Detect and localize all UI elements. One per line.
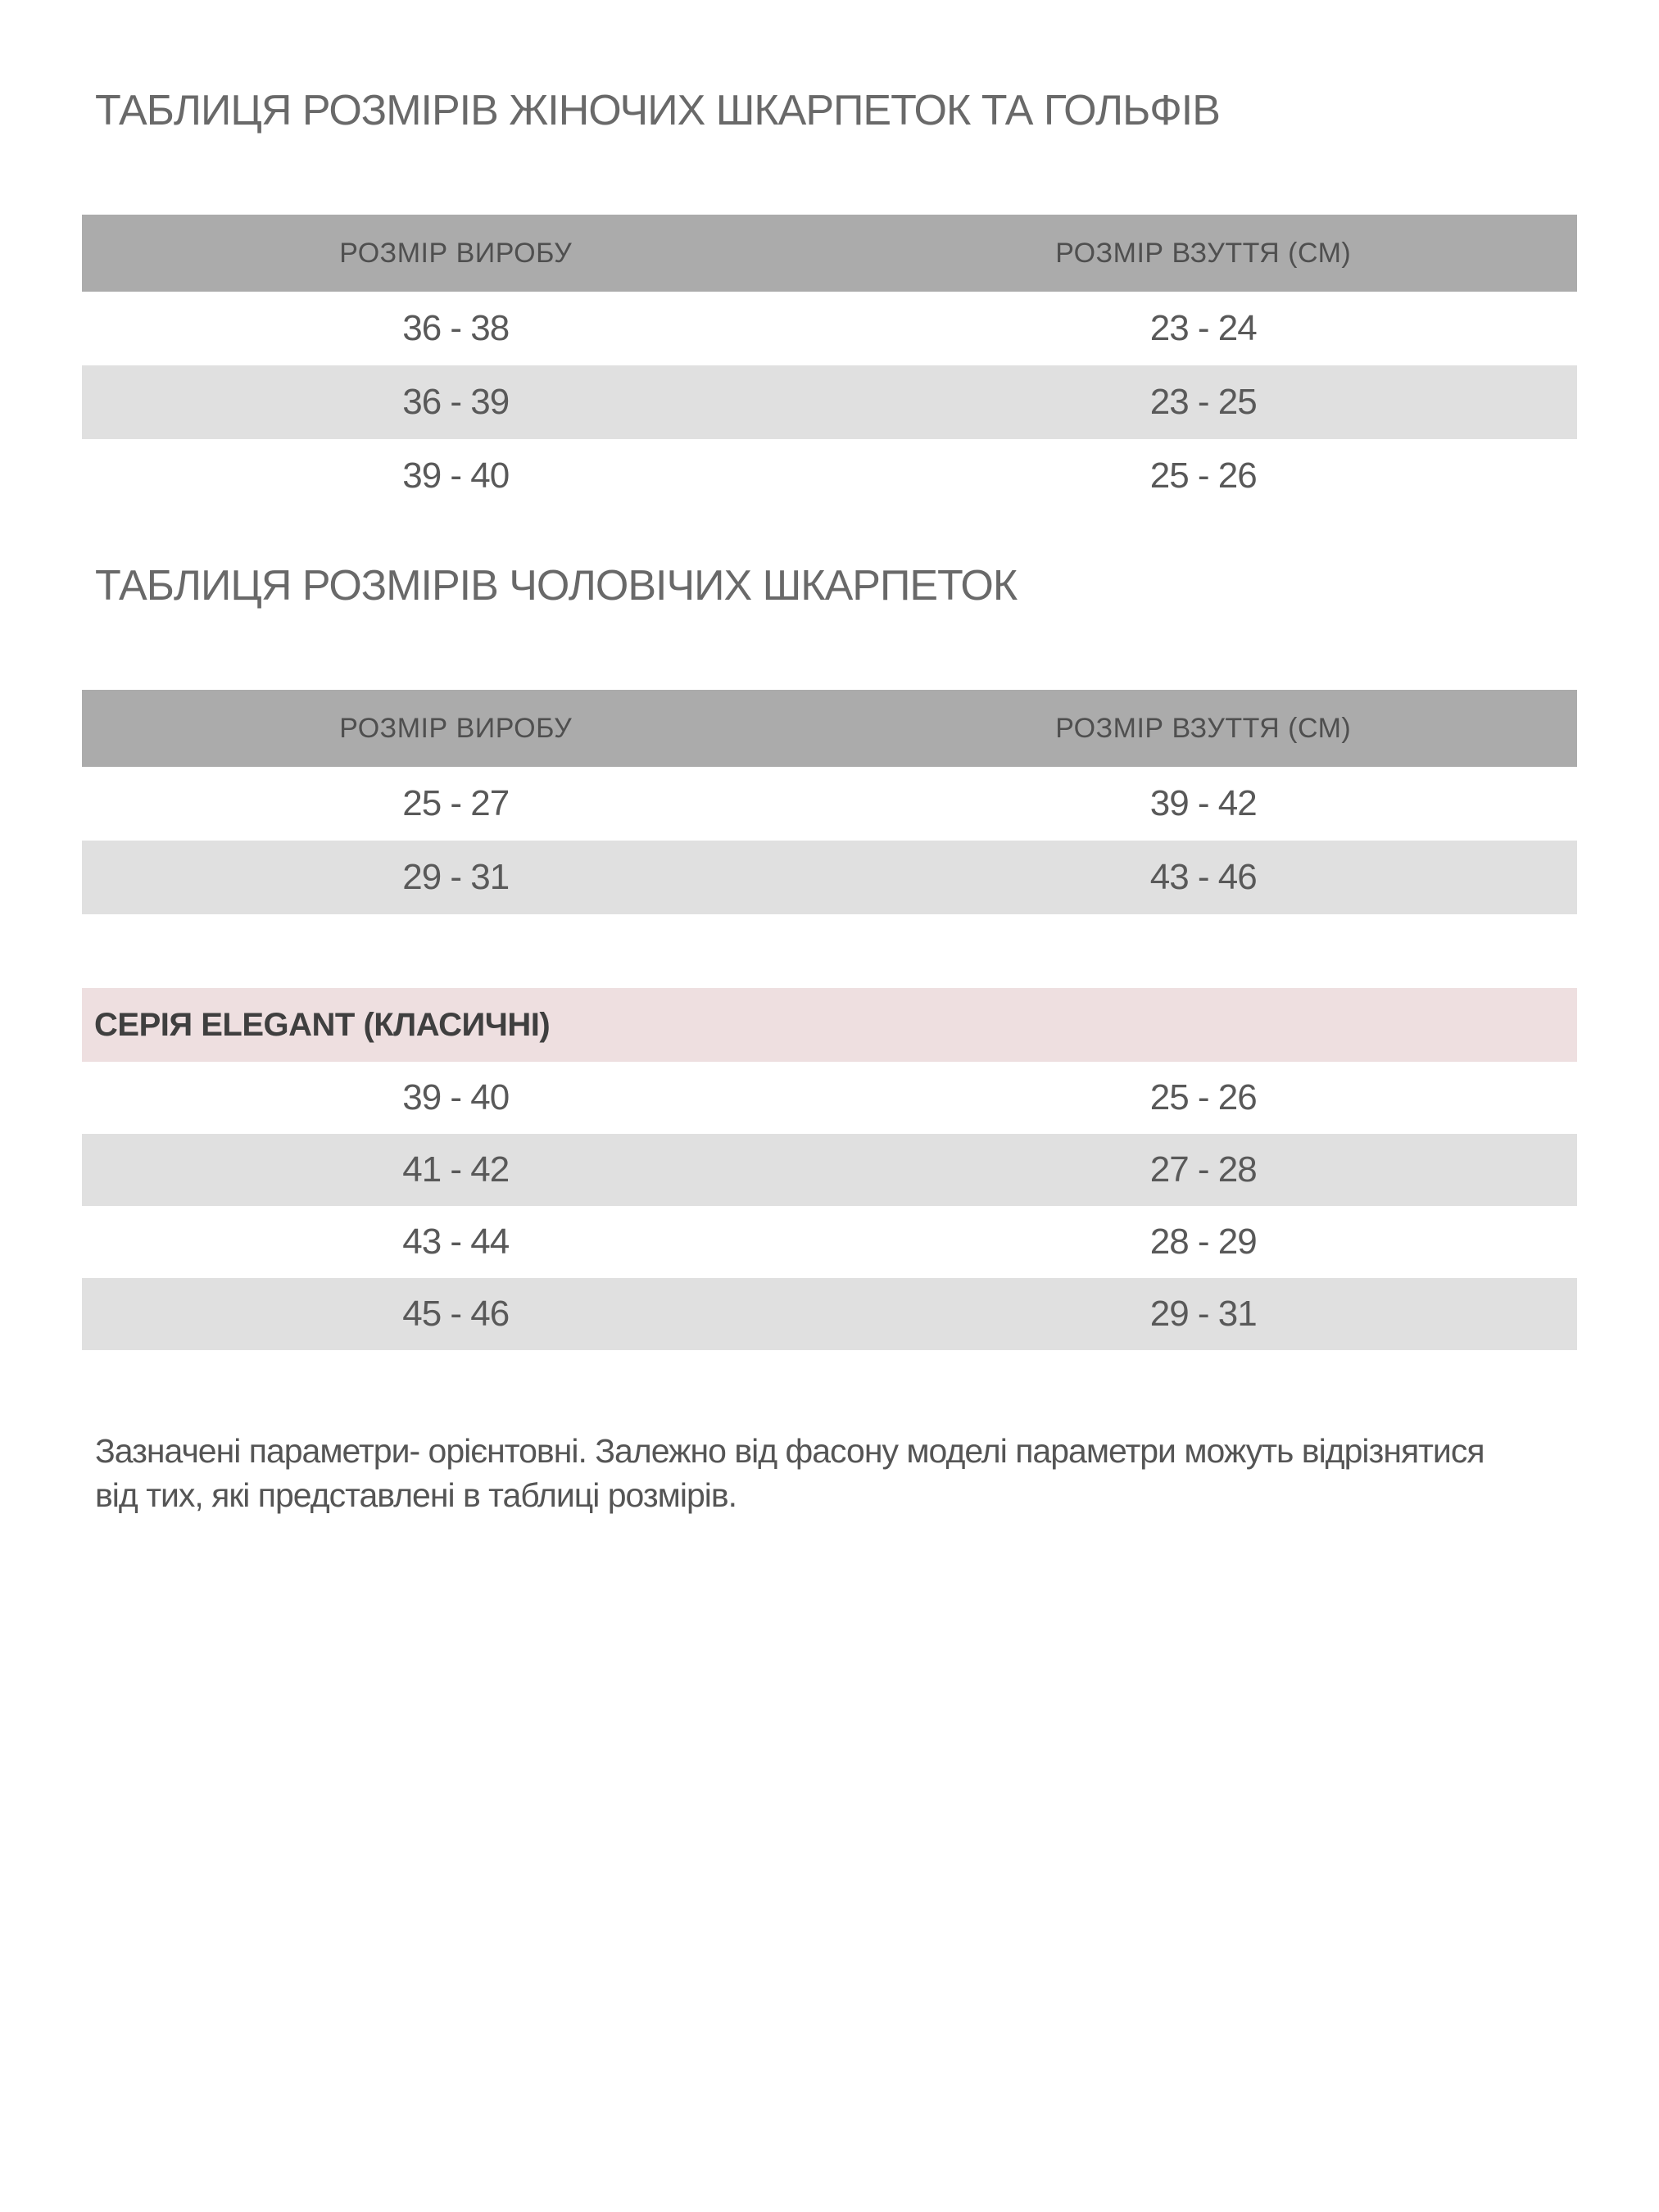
product-size-cell: 39 - 40: [402, 456, 510, 496]
table-row: [82, 1278, 1577, 1350]
table-row: [82, 1134, 1577, 1206]
disclaimer-note-line2: від тих, які представлені в таблиці розмірів.: [95, 1476, 737, 1514]
table-row: [82, 439, 1577, 513]
product-size-cell: 45 - 46: [402, 1294, 510, 1334]
product-size-cell: 36 - 38: [402, 308, 510, 348]
elegant-series-label: СЕРІЯ ELEGANT (КЛАСИЧНІ): [94, 1006, 551, 1043]
table-row: [82, 365, 1577, 439]
product-size-cell: 43 - 44: [402, 1222, 510, 1262]
page-content: [0, 85, 1659, 1517]
shoe-size-cell: 43 - 46: [1149, 857, 1257, 897]
shoe-size-cell: 28 - 29: [1149, 1222, 1257, 1262]
shoe-size-cell: 25 - 26: [1149, 1077, 1257, 1117]
elegant-series-table: [82, 988, 1577, 1350]
product-size-cell: 25 - 27: [402, 783, 510, 823]
product-size-cell: 36 - 39: [402, 382, 510, 422]
table-row: [82, 1206, 1577, 1278]
table-row: [82, 767, 1577, 841]
shoe-size-cell: 29 - 31: [1149, 1294, 1257, 1334]
product-size-cell: 29 - 31: [402, 857, 510, 897]
shoe-size-cell: 25 - 26: [1149, 456, 1257, 496]
column-header-shoe-size: РОЗМІР ВЗУТТЯ (СМ): [1055, 237, 1352, 269]
men-size-table: [82, 690, 1577, 914]
men-table-title: ТАБЛИЦЯ РОЗМІРІВ ЧОЛОВІЧИХ ШКАРПЕТОК: [95, 562, 1018, 610]
women-size-table: [82, 215, 1577, 513]
men-table-header-row: [82, 690, 1577, 767]
product-size-cell: 39 - 40: [402, 1077, 510, 1117]
women-table-body: [82, 292, 1577, 513]
shoe-size-cell: 39 - 42: [1149, 783, 1257, 823]
column-header-product-size: РОЗМІР ВИРОБУ: [339, 712, 573, 744]
elegant-series-header: [82, 988, 1577, 1062]
column-header-shoe-size: РОЗМІР ВЗУТТЯ (СМ): [1055, 712, 1352, 744]
men-table-body: [82, 767, 1577, 914]
shoe-size-cell: 27 - 28: [1149, 1149, 1257, 1190]
disclaimer-note-line1: Зазначені параметри- орієнтовні. Залежно від фасону моделі параметри можуть відрізнятися: [95, 1432, 1484, 1470]
shoe-size-cell: 23 - 24: [1149, 308, 1257, 348]
table-row: [82, 841, 1577, 914]
women-table-header-row: [82, 215, 1577, 292]
shoe-size-cell: 23 - 25: [1149, 382, 1257, 422]
column-header-product-size: РОЗМІР ВИРОБУ: [339, 237, 573, 269]
table-row: [82, 292, 1577, 365]
women-table-title: ТАБЛИЦЯ РОЗМІРІВ ЖІНОЧИХ ШКАРПЕТОК ТА ГОЛЬФІВ: [95, 87, 1220, 134]
table-row: [82, 1062, 1577, 1134]
product-size-cell: 41 - 42: [402, 1149, 510, 1190]
disclaimer-note: [95, 1429, 1577, 1517]
elegant-table-body: [82, 1062, 1577, 1350]
